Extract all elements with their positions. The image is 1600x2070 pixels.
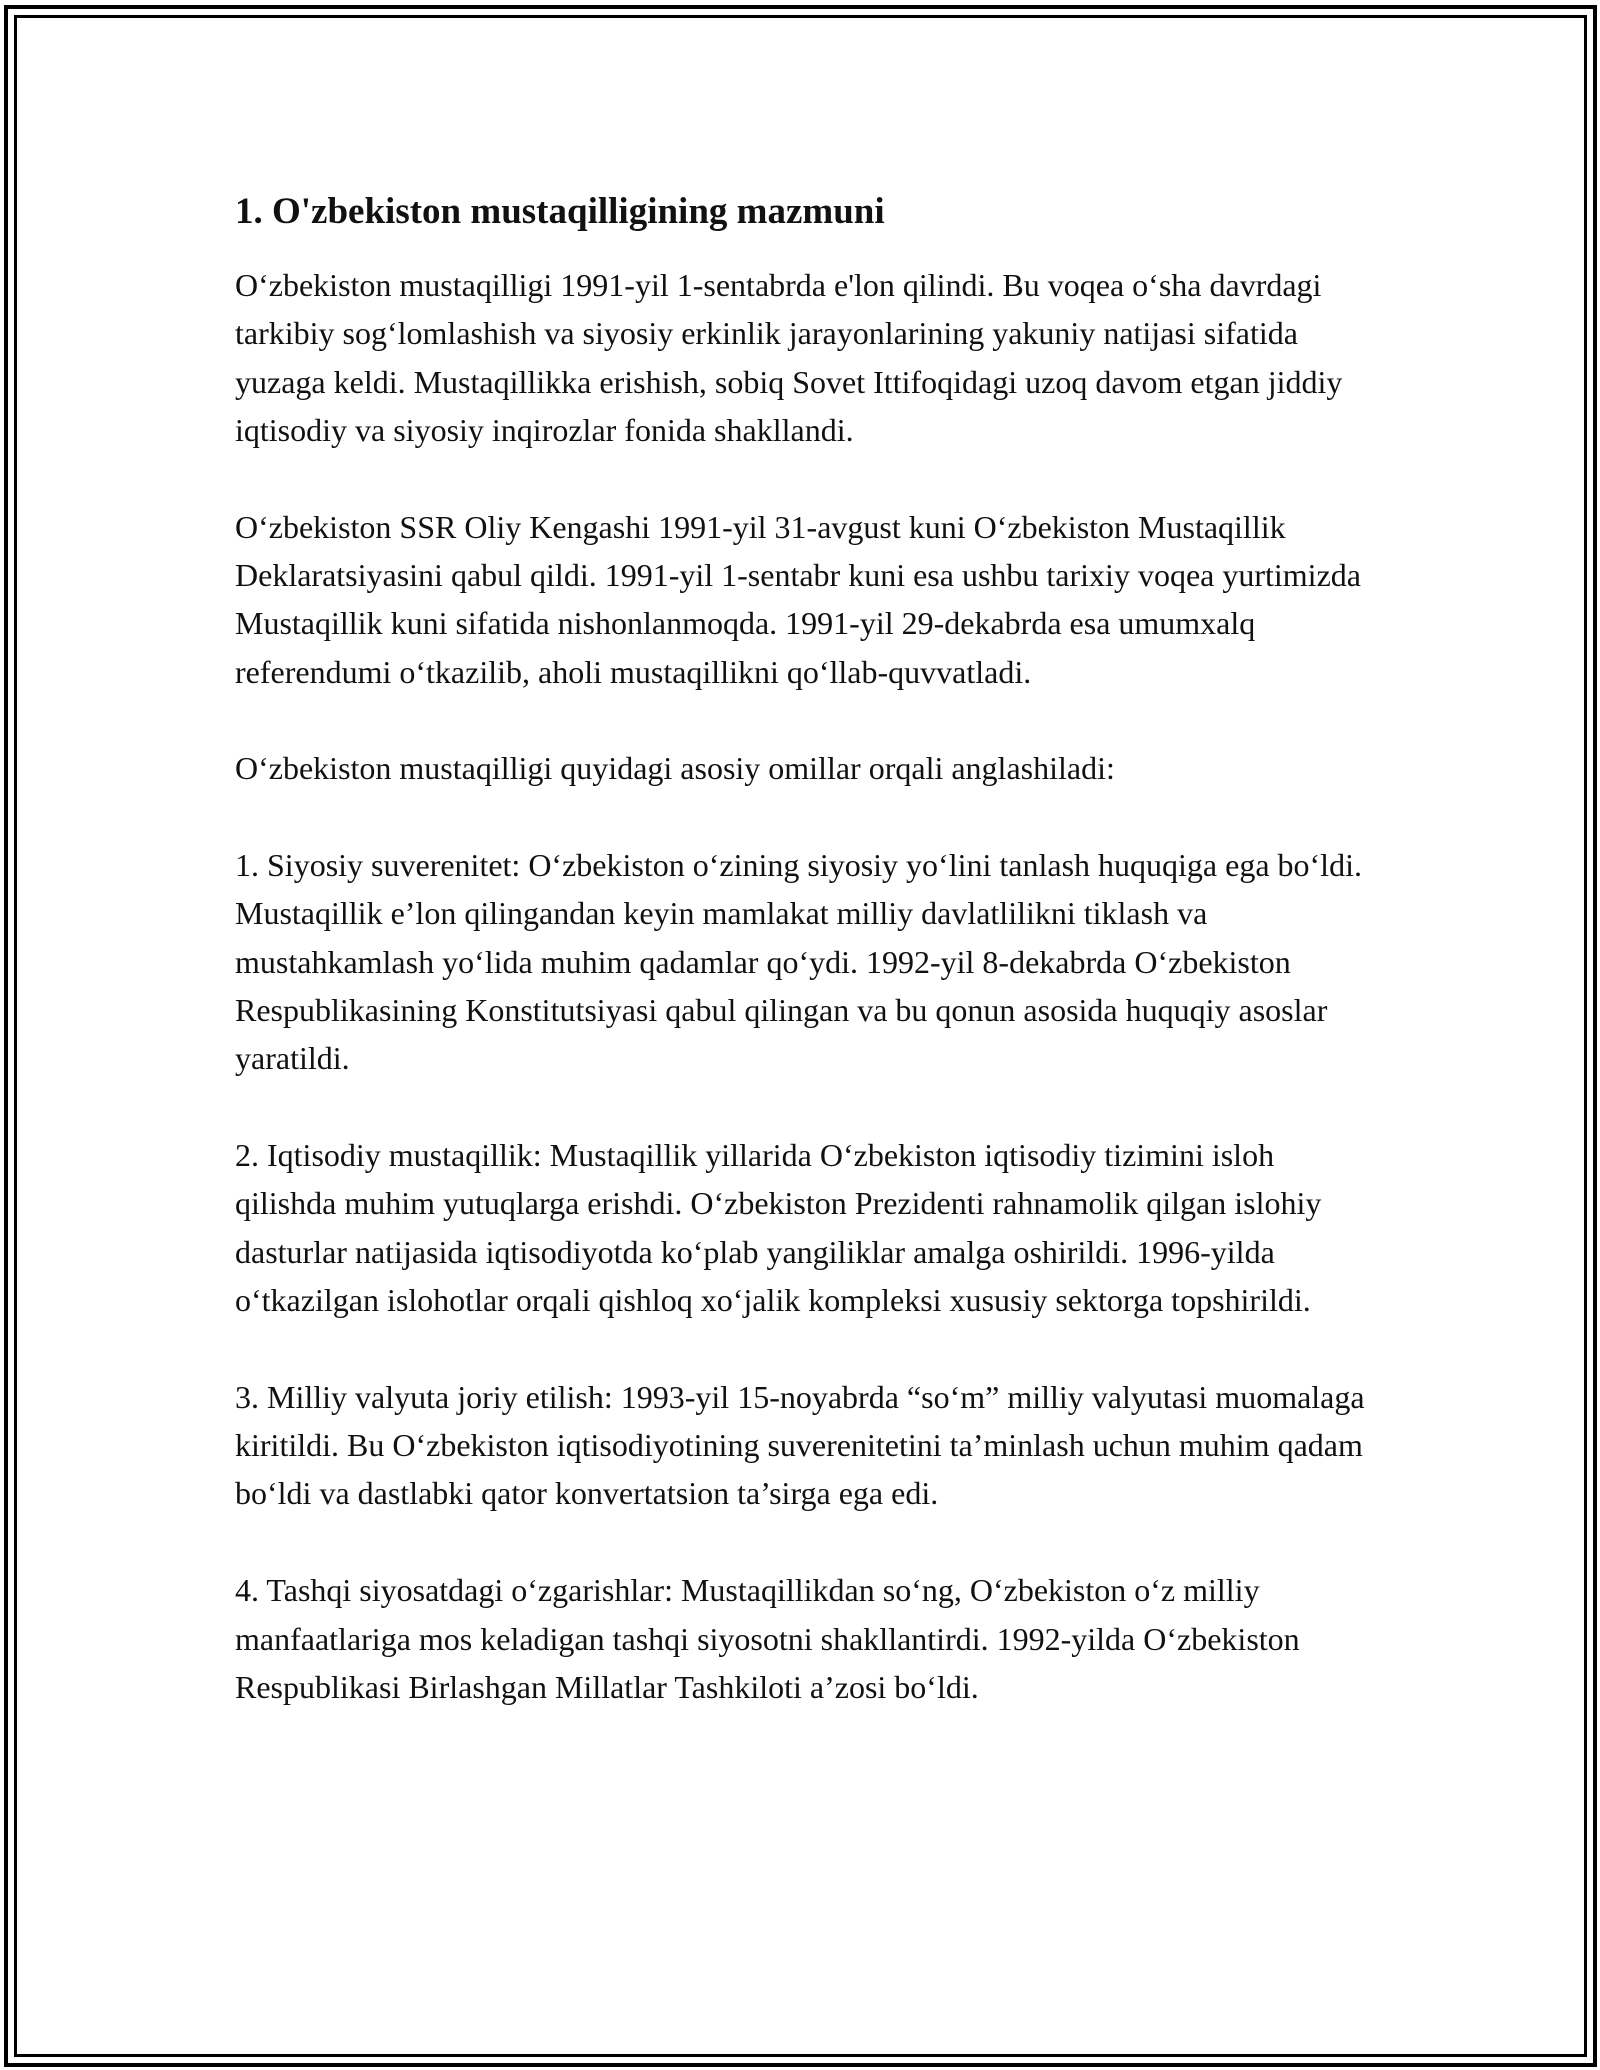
document-body (235, 188, 1375, 1760)
factor-economic-independence: 2. Iqtisodiy mustaqillik: Mustaqillik yillarida O‘zbekiston iqtisodiy tizimini isloh qilishda muhim yutuqlarga erishdi. O‘zbekiston Prezidenti rahnamolik qilgan islohiy dasturlar natijasida iqtisodiyotda ko‘plab yangiliklar amalga oshirildi. 1996-yilda o‘tkazilgan islohotlar orqali qishloq xo‘jalik kompleksi xususiy sektorga topshirildi. (235, 1137, 1322, 1319)
factor-national-currency: 3. Milliy valyuta joriy etilish: 1993-yil 15-noyabrda “so‘m” milliy valyutasi muomalaga kiritildi. Bu O‘zbekiston iqtisodiyotining suverenitetini ta’minlash uchun muhim qadam bo‘ldi va dastlabki qator konvertatsion ta’sirga ega edi. (235, 1378, 1365, 1512)
intro-paragraph: O‘zbekiston mustaqilligi 1991-yil 1-sentabrda e'lon qilindi. Bu voqea o‘sha davrdagi tarkibiy sog‘lomlashish va siyosiy erkinlik jarayonlarining yakuniy natijasi sifatida yuzaga keldi. Mustaqillikka erishish, sobiq Sovet Ittifoqidagi uzoq davom etgan jiddiy iqtisodiy va siyosiy inqirozlar fonida shakllandi. (235, 267, 1343, 448)
factor-foreign-policy: 4. Tashqi siyosatdagi o‘zgarishlar: Mustaqillikdan so‘ng, O‘zbekiston o‘z milliy manfaatlariga mos keladigan tashqi siyosotni shakllantirdi. 1992-yilda O‘zbekiston Respublikasi Birlashgan Millatlar Tashkiloti a’zosi bo‘ldi. (235, 1572, 1300, 1705)
declaration-paragraph: O‘zbekiston SSR Oliy Kengashi 1991-yil 31-avgust kuni O‘zbekiston Mustaqillik Deklaratsiyasini qabul qildi. 1991-yil 1-sentabr kuni esa ushbu tarixiy voqea yurtimizda Mustaqillik kuni sifatida nishonlanmoqda. 1991-yil 29-dekabrda esa umumxalq referendumi o‘tkazilib, aholi mustaqillikni qo‘llab-quvvatladi. (235, 508, 1361, 690)
factor-political-sovereignty: 1. Siyosiy suverenitet: O‘zbekiston o‘zining siyosiy yo‘lini tanlash huquqiga ega bo‘ldi. Mustaqillik e’lon qilingandan keyin mamlakat milliy davlatlilikni tiklash va mustahkamlash yo‘lida muhim qadamlar qo‘ydi. 1992-yil 8-dekabrda O‘zbekiston Respublikasining Konstitutsiyasi qabul qilingan va bu qonun asosida huquqiy asoslar yaratildi. (235, 847, 1362, 1077)
factors-intro-paragraph: O‘zbekiston mustaqilligi quyidagi asosiy omillar orqali anglashiladi: (235, 750, 1115, 787)
document-title: 1. O'zbekiston mustaqilligining mazmuni (235, 191, 885, 232)
